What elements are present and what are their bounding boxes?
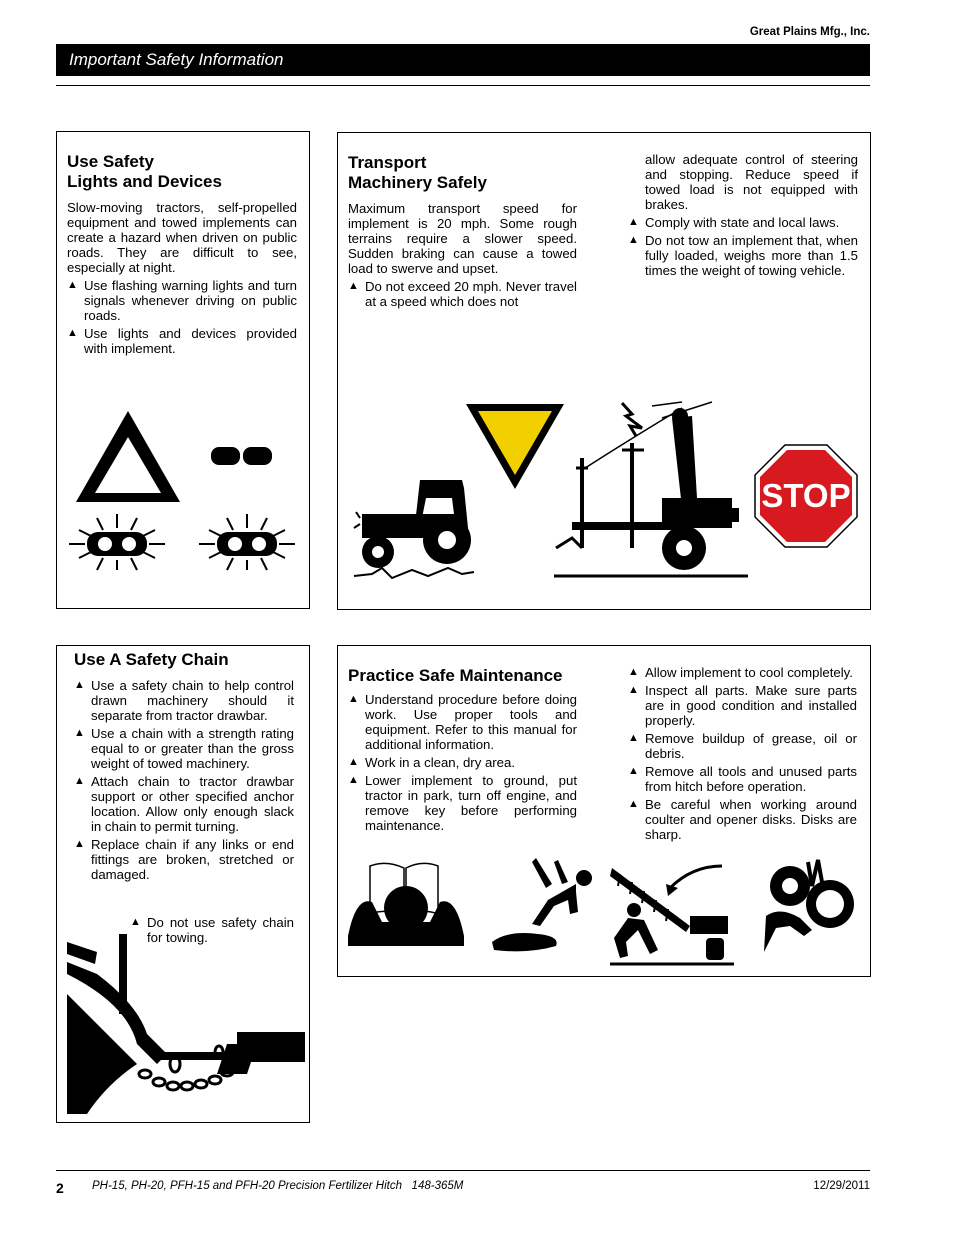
- stop-sign-text: STOP: [761, 477, 851, 514]
- list-item: ▲ Inspect all parts. Make sure parts are in good condition and installed properly.: [628, 683, 857, 728]
- page-number: 2: [56, 1180, 64, 1196]
- list-item: ▲ Understand procedure before doing work. Use proper tools and equipment. Refer to this manual for additional information.: [348, 692, 577, 752]
- list-item: ▲ Use a safety chain to help control drawn machinery should it separate from tractor drawbar.: [74, 678, 294, 723]
- lights-title-2: Lights and Devices: [67, 172, 222, 191]
- list-item: ▲ Be careful when working around coulter and opener disks. Disks are sharp.: [628, 797, 857, 842]
- list-item: ▲ Do not tow an implement that, when fully loaded, weighs more than 1.5 times the weight of towing vehicle.: [628, 233, 858, 278]
- lights-panel: [56, 131, 310, 609]
- smv-triangle-icon: [73, 407, 183, 507]
- section-banner: Important Safety Information: [56, 44, 870, 76]
- transport-title-1: Transport: [348, 153, 427, 172]
- list-item: allow adequate control of steering and stopping. Reduce speed if towed load is not equipped with brakes.: [645, 152, 858, 212]
- list-item: ▲ Use a chain with a strength rating equal to or greater than the gross weight of towed machinery.: [74, 726, 294, 771]
- flashing-lights-icon: [197, 512, 297, 572]
- list-item: ▲ Remove buildup of grease, oil or debris.: [628, 731, 857, 761]
- safety-chain-icon: [67, 934, 305, 1114]
- footer-rule: [56, 1170, 870, 1171]
- power-line-icon: [552, 398, 750, 580]
- footer-date: 12/29/2011: [813, 1180, 870, 1192]
- list-item: ▲ Use flashing warning lights and turn signals whenever driving on public roads.: [67, 278, 297, 323]
- slip-fall-icon: [488, 854, 600, 954]
- lights-title-1: Use Safety: [67, 152, 154, 171]
- list-item: ▲ Do not exceed 20 mph. Never travel at a speed which does not: [348, 279, 577, 309]
- list-item: ▲ Replace chain if any links or end fittings are broken, stretched or damaged.: [74, 837, 294, 882]
- list-item: ▲ Do not use safety chain for towing.: [130, 915, 294, 945]
- footer-doc-title: PH-15, PH-20, PFH-15 and PFH-20 Precision Fertilizer Hitch 148-365M: [92, 1180, 464, 1192]
- tractor-icon: [352, 478, 477, 583]
- list-item: ▲ Remove all tools and unused parts from hitch before operation.: [628, 764, 857, 794]
- falling-implement-icon: [610, 858, 734, 966]
- list-item: ▲ Comply with state and local laws.: [628, 215, 840, 230]
- chain-title: Use A Safety Chain: [74, 650, 229, 669]
- transport-panel: [337, 132, 871, 610]
- list-item: ▲ Lower implement to ground, put tractor in park, turn off engine, and remove key before performing maintenance.: [348, 773, 577, 833]
- list-item: ▲ Work in a clean, dry area.: [348, 755, 516, 770]
- header-rule: [56, 85, 870, 86]
- list-item: ▲ Attach chain to tractor drawbar support or other specified anchor location. Allow only enough slack in chain to permit turning.: [74, 774, 294, 834]
- sharp-disk-icon: [760, 856, 860, 956]
- list-item: ▲ Allow implement to cool completely.: [628, 665, 853, 680]
- transport-title-2: Machinery Safely: [348, 173, 487, 192]
- list-item: ▲ Use lights and devices provided with implement.: [67, 326, 297, 356]
- amber-lights-icon: [209, 444, 275, 468]
- transport-intro: Maximum transport speed for implement is 20 mph. Some rough terrains require a slower speed. Sudden braking can cause a towed load to swerve and upset.: [348, 201, 577, 276]
- lights-intro: Slow-moving tractors, self-propelled equipment and towed implements can create a hazard when driven on public roads. They are difficult to see, especially at night.: [67, 200, 297, 275]
- chain-panel: [56, 645, 310, 1123]
- maintenance-panel: [337, 645, 871, 977]
- maintenance-title: Practice Safe Maintenance: [348, 666, 563, 685]
- read-manual-icon: [346, 856, 466, 948]
- company-name: Great Plains Mfg., Inc.: [749, 26, 870, 38]
- flashing-lights-icon: [67, 512, 167, 572]
